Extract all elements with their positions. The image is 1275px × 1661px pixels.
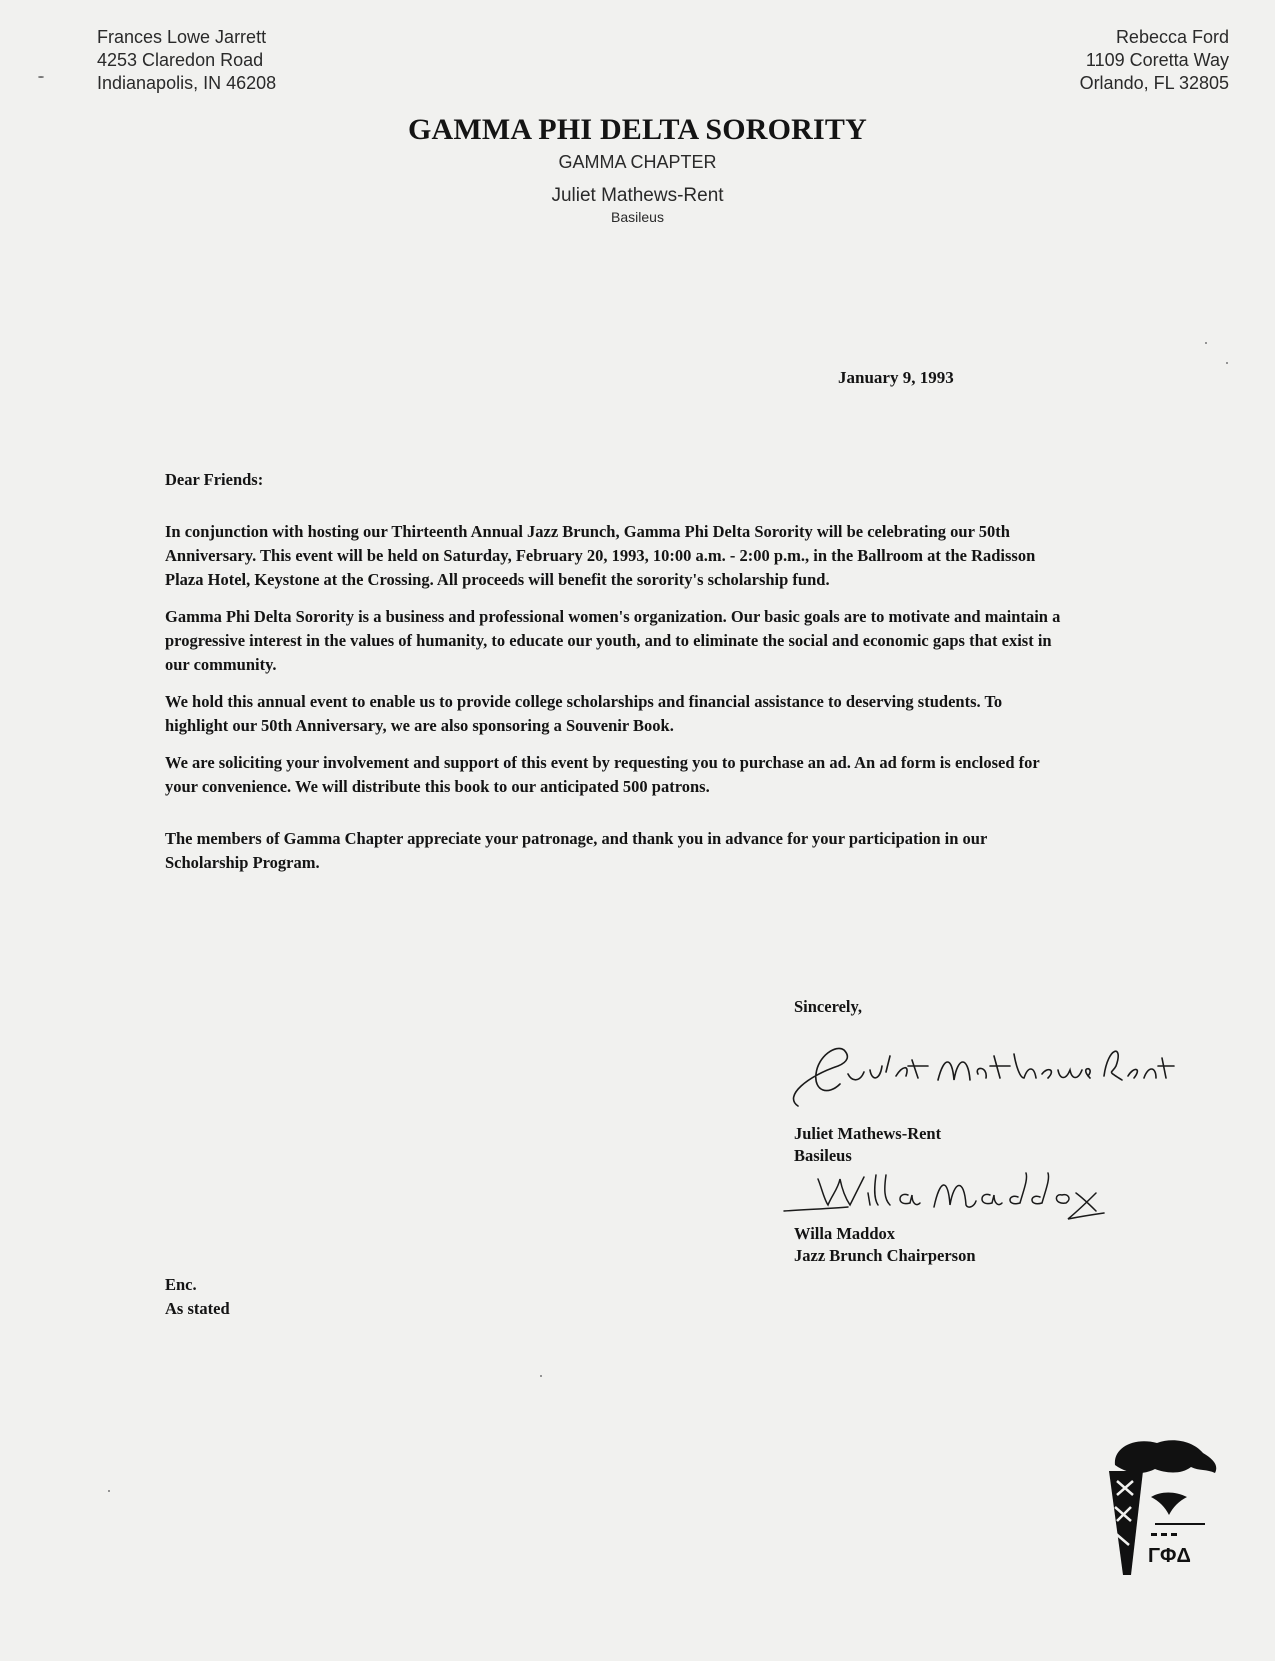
president-name: Juliet Mathews-Rent xyxy=(551,185,724,206)
sender-right-street: 1109 Coretta Way xyxy=(1085,50,1229,70)
sender-right-city: Orlando, FL 32805 xyxy=(1079,73,1229,93)
letter-body xyxy=(165,468,1065,888)
signer-1-title: Basileus xyxy=(794,1146,852,1165)
sender-left-street: 4253 Claredon Road xyxy=(97,50,264,70)
signature-willa-maddox xyxy=(778,1165,1108,1225)
enclosure-note xyxy=(165,1273,230,1321)
sender-left-name: Frances Lowe Jarrett xyxy=(97,27,267,47)
closing: Sincerely, xyxy=(794,997,862,1016)
signer-1-name: Juliet Mathews-Rent xyxy=(794,1124,942,1143)
paragraph-5: The members of Gamma Chapter appreciate your patronage, and thank you in advance for your participation in our Scholarship Program. xyxy=(165,829,987,872)
logo-greek-letters: ΓΦΔ xyxy=(1148,1545,1191,1567)
enclosure-line-2: As stated xyxy=(165,1299,230,1318)
organization-name: GAMMA PHI DELTA SORORITY xyxy=(407,113,868,146)
sender-left-city: Indianapolis, IN 46208 xyxy=(97,73,277,93)
paper-speck xyxy=(540,1375,542,1377)
president-title: Basileus xyxy=(611,209,664,225)
paper-speck xyxy=(108,1490,110,1492)
paper-speck xyxy=(38,76,44,78)
sender-address-right xyxy=(1080,26,1229,95)
signer-2-title: Jazz Brunch Chairperson xyxy=(794,1246,976,1265)
signer-2-block xyxy=(794,1223,976,1267)
signer-1-block xyxy=(794,1123,941,1167)
sender-right-name: Rebecca Ford xyxy=(1115,27,1229,47)
signer-2-name: Willa Maddox xyxy=(794,1224,896,1243)
chapter-name: GAMMA CHAPTER xyxy=(558,152,717,172)
paragraph-1: In conjunction with hosting our Thirteenth Annual Jazz Brunch, Gamma Phi Delta Sorority will be celebrating our 50th Anniversary. This event will be held on Saturday, February 20, 1993, 10:00 a.m. - 2:00 p.m., in the Ballroom at the Radisson Plaza Hotel, Keystone at the Crossing. All proceeds will benefit the sorority's scholarship fund. xyxy=(165,522,1036,589)
paragraph-4: We are soliciting your involvement and support of this event by requesting you to purchase an ad. An ad form is enclosed for your convenience. We will distribute this book to our anticipated 500 patrons. xyxy=(165,753,1040,796)
enclosure-line-1: Enc. xyxy=(165,1275,197,1294)
paper-speck xyxy=(1226,362,1228,364)
paragraph-2: Gamma Phi Delta Sorority is a business and professional women's organization. Our basic goals are to motivate and maintain a progressive interest in the values of humanity, to educate our youth, and to eliminate the social and economic gaps that exist in our community. xyxy=(165,607,1061,674)
salutation: Dear Friends: xyxy=(165,470,264,489)
paragraph-3: We hold this annual event to enable us to provide college scholarships and financial assistance to deserving students. To highlight our 50th Anniversary, we are also sponsoring a Souvenir Book. xyxy=(165,692,1003,735)
signature-juliet-mathews-rent xyxy=(778,1036,1178,1116)
letterhead xyxy=(0,112,1275,225)
paper-speck xyxy=(1205,342,1207,344)
letter-date: January 9, 1993 xyxy=(838,368,954,387)
sender-address-left xyxy=(97,26,276,95)
